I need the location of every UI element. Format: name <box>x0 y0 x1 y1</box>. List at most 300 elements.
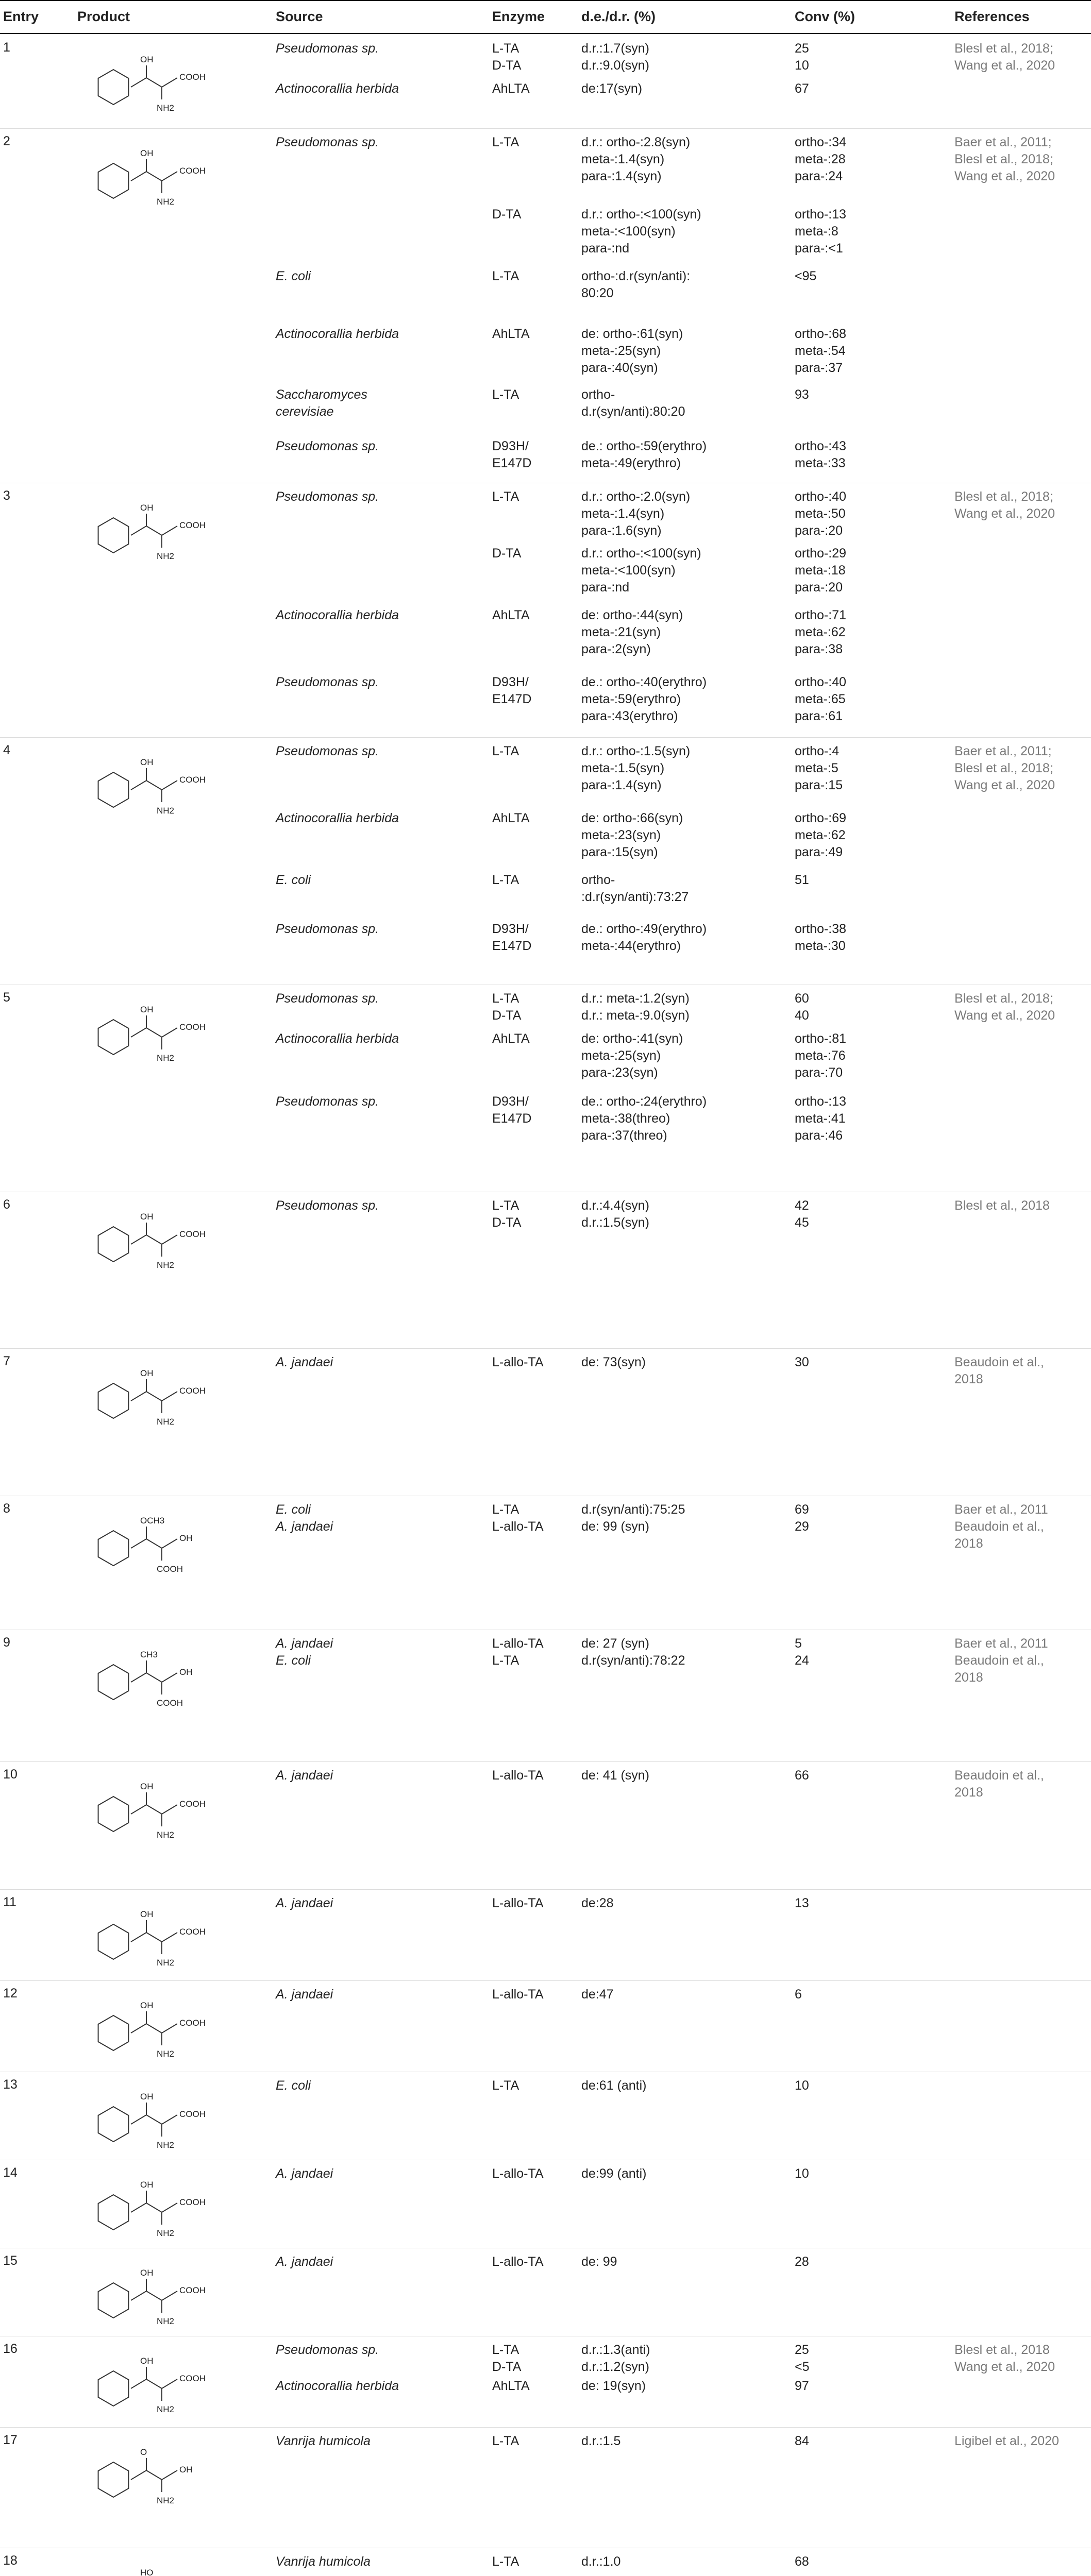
svg-text:OH: OH <box>179 2465 193 2475</box>
svg-text:COOH: COOH <box>179 2197 206 2207</box>
entry-number: 11 <box>3 1895 16 1909</box>
enzyme-cell: L-TA <box>492 744 519 758</box>
conv-cell: meta-:41 <box>795 1111 846 1126</box>
de-cell: para-:37(threo) <box>581 1128 667 1143</box>
source-cell: A. jandaei <box>276 2255 333 2269</box>
de-cell: d.r.: ortho-:2.8(syn) <box>581 135 691 149</box>
enzyme-cell: D-TA <box>492 58 522 73</box>
de-cell: para-:nd <box>581 241 630 256</box>
enzyme-cell: L-allo-TA <box>492 2255 544 2269</box>
enzyme-cell: L-TA <box>492 1198 519 1213</box>
svg-text:COOH: COOH <box>179 166 206 176</box>
enzyme-cell: E147D <box>492 692 532 706</box>
de-cell: de: 27 (syn) <box>581 1636 650 1651</box>
reference-cell: Wang et al., 2020 <box>954 2360 1055 2374</box>
de-cell: de.: ortho-:24(erythro) <box>581 1094 707 1109</box>
svg-text:NH2: NH2 <box>157 1830 175 1840</box>
table-row <box>0 2248 1091 2336</box>
de-cell: meta-:1.5(syn) <box>581 761 665 775</box>
conv-cell: ortho-:13 <box>795 207 847 222</box>
conv-cell: 6 <box>795 1987 802 2002</box>
table-row <box>0 1496 1091 1630</box>
enzyme-cell: L-TA <box>492 41 519 56</box>
source-cell: Pseudomonas sp. <box>276 744 379 758</box>
de-cell: meta-:44(erythro) <box>581 939 681 953</box>
conv-cell: para-:38 <box>795 642 843 656</box>
table-row <box>0 129 1091 483</box>
header-conv: Conv (%) <box>795 9 855 24</box>
source-cell: Pseudomonas sp. <box>276 1094 379 1109</box>
conv-cell: 97 <box>795 2379 809 2393</box>
svg-text:COOH: COOH <box>179 2109 206 2119</box>
svg-text:OH: OH <box>140 757 154 767</box>
conv-cell: ortho-:40 <box>795 489 847 504</box>
reference-cell: Blesl et al., 2018; <box>954 41 1053 56</box>
de-cell: de:28 <box>581 1896 614 1910</box>
svg-text:NH2: NH2 <box>157 2228 175 2238</box>
enzyme-cell: D93H/ <box>492 439 529 453</box>
svg-text:NH2: NH2 <box>157 1260 175 1270</box>
conv-cell: 40 <box>795 1008 809 1023</box>
svg-text:NH2: NH2 <box>157 2049 175 2059</box>
conv-cell: ortho-:81 <box>795 1031 847 1046</box>
svg-text:OH: OH <box>140 1368 154 1378</box>
svg-text:OH: OH <box>140 1782 154 1791</box>
svg-text:COOH: COOH <box>179 2285 206 2295</box>
reference-cell: Blesl et al., 2018 <box>954 2343 1050 2357</box>
source-cell: cerevisiae <box>276 404 334 419</box>
de-cell: meta-:<100(syn) <box>581 224 676 239</box>
conv-cell: ortho-:29 <box>795 546 847 561</box>
reference-cell: Baer et al., 2011; <box>954 135 1052 149</box>
table-row <box>0 2428 1091 2548</box>
conv-cell: 93 <box>795 387 809 402</box>
de-cell: de:99 (anti) <box>581 2166 647 2181</box>
conv-cell: para-:46 <box>795 1128 843 1143</box>
svg-text:OH: OH <box>140 2092 154 2102</box>
svg-text:OH: OH <box>179 1533 193 1543</box>
conv-cell: 68 <box>795 2554 809 2569</box>
de-cell: d.r.:1.3(anti) <box>581 2343 650 2357</box>
svg-text:NH2: NH2 <box>157 2404 175 2414</box>
entry-number: 3 <box>3 488 10 503</box>
table-top-rule <box>0 0 1091 1</box>
conv-cell: 25 <box>795 41 809 56</box>
conv-cell: 42 <box>795 1198 809 1213</box>
enzyme-cell: L-allo-TA <box>492 1636 544 1651</box>
de-cell: meta-:1.4(syn) <box>581 506 665 521</box>
de-cell: de: 99 (syn) <box>581 1519 650 1534</box>
conv-cell: meta-:5 <box>795 761 838 775</box>
table-row <box>0 985 1091 1192</box>
svg-text:OH: OH <box>140 2180 154 2190</box>
enzyme-cell: L-allo-TA <box>492 1896 544 1910</box>
svg-text:NH2: NH2 <box>157 1053 175 1063</box>
conv-cell: 30 <box>795 1355 809 1369</box>
de-cell: meta-:38(threo) <box>581 1111 670 1126</box>
svg-text:OH: OH <box>140 2356 154 2366</box>
source-cell: Pseudomonas sp. <box>276 2343 379 2357</box>
de-cell: d.r.: meta-:1.2(syn) <box>581 991 690 1006</box>
source-cell: A. jandaei <box>276 2166 333 2181</box>
header-product: Product <box>77 9 130 24</box>
enzyme-cell: E147D <box>492 456 532 470</box>
reference-cell: Blesl et al., 2018; <box>954 991 1053 1006</box>
svg-text:COOH: COOH <box>179 520 206 530</box>
entry-number: 7 <box>3 1354 10 1368</box>
svg-text:OCH3: OCH3 <box>140 1516 165 1526</box>
de-cell: d.r.: ortho-:<100(syn) <box>581 546 701 561</box>
de-cell: meta-:21(syn) <box>581 625 661 639</box>
reference-cell: 2018 <box>954 1785 983 1800</box>
table-row <box>0 483 1091 738</box>
entry-number: 13 <box>3 2077 18 2092</box>
conv-cell: 25 <box>795 2343 809 2357</box>
svg-text:OH: OH <box>140 1909 154 1919</box>
enzyme-cell: L-TA <box>492 2343 519 2357</box>
svg-text:COOH: COOH <box>179 1386 206 1396</box>
source-cell: A. jandaei <box>276 1987 333 2002</box>
enzyme-cell: D93H/ <box>492 1094 529 1109</box>
conv-cell: ortho-:38 <box>795 922 847 936</box>
de-cell: meta-:25(syn) <box>581 1048 661 1063</box>
svg-text:OH: OH <box>140 1212 154 1222</box>
de-cell: de:47 <box>581 1987 614 2002</box>
conv-cell: ortho-:68 <box>795 327 847 341</box>
header-rule <box>0 33 1091 34</box>
de-cell: d.r.:1.5(syn) <box>581 1215 649 1230</box>
conv-cell: meta-:30 <box>795 939 846 953</box>
source-cell: Actinocorallia herbida <box>276 81 399 96</box>
reference-cell: Wang et al., 2020 <box>954 169 1055 183</box>
enzyme-cell: AhLTA <box>492 2379 530 2393</box>
product-structure <box>77 2167 253 2245</box>
conv-cell: para-:37 <box>795 361 843 375</box>
reference-cell: Blesl et al., 2018; <box>954 489 1053 504</box>
svg-text:NH2: NH2 <box>157 551 175 561</box>
conv-cell: 10 <box>795 2078 809 2093</box>
source-cell: Vanrija humicola <box>276 2434 371 2448</box>
source-cell: E. coli <box>276 2078 311 2093</box>
svg-text:O: O <box>140 2447 147 2457</box>
conv-cell: ortho-:13 <box>795 1094 847 1109</box>
de-cell: de.: ortho-:59(erythro) <box>581 439 707 453</box>
conv-cell: para-:24 <box>795 169 843 183</box>
conv-cell: meta-:76 <box>795 1048 846 1063</box>
table-row <box>0 1890 1091 1981</box>
de-cell: ortho- <box>581 873 615 887</box>
de-cell: d.r.:4.4(syn) <box>581 1198 649 1213</box>
svg-text:OH: OH <box>140 148 154 158</box>
enzyme-cell: L-allo-TA <box>492 2166 544 2181</box>
reference-cell: Wang et al., 2020 <box>954 1008 1055 1023</box>
conv-cell: 24 <box>795 1653 809 1668</box>
source-cell: Pseudomonas sp. <box>276 991 379 1006</box>
de-cell: d.r.: ortho-:2.0(syn) <box>581 489 691 504</box>
svg-text:OH: OH <box>140 2268 154 2278</box>
conv-cell: para-:15 <box>795 778 843 792</box>
table-row <box>0 35 1091 129</box>
table-row <box>0 1349 1091 1496</box>
product-structure <box>77 2435 253 2512</box>
reference-cell: Baer et al., 2011 <box>954 1502 1048 1517</box>
de-cell: d.r.:1.5 <box>581 2434 621 2448</box>
reference-cell: 2018 <box>954 1372 983 1386</box>
conv-cell: 60 <box>795 991 809 1006</box>
conv-cell: para-:49 <box>795 845 843 859</box>
table-row <box>0 1192 1091 1349</box>
entry-number: 1 <box>3 40 10 55</box>
table-row <box>0 738 1091 985</box>
de-cell: de.: ortho-:40(erythro) <box>581 675 707 689</box>
svg-text:NH2: NH2 <box>157 103 175 113</box>
svg-text:COOH: COOH <box>179 775 206 785</box>
table-row <box>0 2160 1091 2248</box>
source-cell: A. jandaei <box>276 1519 333 1534</box>
conv-cell: 69 <box>795 1502 809 1517</box>
conv-cell: meta-:62 <box>795 828 846 842</box>
de-cell: d.r.: meta-:9.0(syn) <box>581 1008 690 1023</box>
source-cell: A. jandaei <box>276 1896 333 1910</box>
source-cell: Actinocorallia herbida <box>276 811 399 825</box>
table-row <box>0 2072 1091 2160</box>
product-structure <box>77 1988 253 2065</box>
entry-number: 16 <box>3 2342 18 2356</box>
entry-number: 10 <box>3 1767 18 1782</box>
enzyme-cell: L-TA <box>492 873 519 887</box>
entry-number: 2 <box>3 134 10 148</box>
product-structure <box>77 1199 253 1277</box>
de-cell: de.: ortho-:49(erythro) <box>581 922 707 936</box>
enzyme-cell: D93H/ <box>492 675 529 689</box>
de-cell: d.r.:1.7(syn) <box>581 41 649 56</box>
reference-cell: Beaudoin et al., <box>954 1519 1044 1534</box>
de-cell: para-:2(syn) <box>581 642 651 656</box>
enzyme-cell: D-TA <box>492 1008 522 1023</box>
de-cell: de: ortho-:41(syn) <box>581 1031 683 1046</box>
enzyme-cell: L-TA <box>492 387 519 402</box>
de-cell: de: 41 (syn) <box>581 1768 650 1783</box>
product-structure <box>77 490 253 568</box>
svg-text:COOH: COOH <box>157 1564 183 1574</box>
de-cell: ortho- <box>581 387 615 402</box>
conv-cell: ortho-:43 <box>795 439 847 453</box>
conv-cell: 51 <box>795 873 809 887</box>
reference-cell: 2018 <box>954 1536 983 1551</box>
de-cell: d.r(syn/anti):80:20 <box>581 404 685 419</box>
enzyme-cell: L-TA <box>492 489 519 504</box>
conv-cell: meta-:33 <box>795 456 846 470</box>
entry-number: 18 <box>3 2553 18 2568</box>
entry-number: 4 <box>3 743 10 757</box>
svg-text:OH: OH <box>140 1005 154 1014</box>
source-cell: Pseudomonas sp. <box>276 1198 379 1213</box>
product-structure <box>77 745 253 822</box>
source-cell: A. jandaei <box>276 1636 333 1651</box>
entry-number: 12 <box>3 1986 18 2001</box>
conv-cell: 28 <box>795 2255 809 2269</box>
conv-cell: meta-:50 <box>795 506 846 521</box>
source-cell: Pseudomonas sp. <box>276 922 379 936</box>
product-structure <box>77 42 253 120</box>
de-cell: 80:20 <box>581 286 614 300</box>
svg-text:OH: OH <box>140 55 154 64</box>
conv-cell: para-:<1 <box>795 241 843 256</box>
svg-text:COOH: COOH <box>179 2374 206 2383</box>
conv-cell: para-:20 <box>795 523 843 538</box>
de-cell: de:61 (anti) <box>581 2078 647 2093</box>
de-cell: para-:15(syn) <box>581 845 658 859</box>
de-cell: para-:23(syn) <box>581 1065 658 1080</box>
conv-cell: para-:20 <box>795 580 843 595</box>
de-cell: de: ortho-:61(syn) <box>581 327 683 341</box>
header-source: Source <box>276 9 323 24</box>
source-cell: E. coli <box>276 269 311 283</box>
de-cell: d.r.:1.2(syn) <box>581 2360 649 2374</box>
conv-cell: 13 <box>795 1896 809 1910</box>
conv-cell: meta-:28 <box>795 152 846 166</box>
enzyme-cell: L-allo-TA <box>492 1987 544 2002</box>
svg-text:NH2: NH2 <box>157 806 175 816</box>
enzyme-cell: L-TA <box>492 269 519 283</box>
product-structure <box>77 1897 253 1974</box>
enzyme-cell: E147D <box>492 939 532 953</box>
conv-cell: ortho-:4 <box>795 744 840 758</box>
enzyme-cell: L-TA <box>492 1653 519 1668</box>
reference-cell: Ligibel et al., 2020 <box>954 2434 1059 2448</box>
svg-text:COOH: COOH <box>179 1229 206 1239</box>
svg-text:OH: OH <box>179 1667 193 1677</box>
de-cell: para-:1.4(syn) <box>581 169 662 183</box>
reference-cell: Baer et al., 2011; <box>954 744 1052 758</box>
entry-number: 6 <box>3 1197 10 1212</box>
svg-text:COOH: COOH <box>179 72 206 82</box>
enzyme-cell: L-TA <box>492 991 519 1006</box>
conv-cell: 10 <box>795 2166 809 2181</box>
de-cell: d.r.:9.0(syn) <box>581 58 649 73</box>
de-cell: de: 99 <box>581 2255 617 2269</box>
conv-cell: 84 <box>795 2434 809 2448</box>
conv-cell: para-:70 <box>795 1065 843 1080</box>
enzyme-cell: AhLTA <box>492 327 530 341</box>
conv-cell: ortho-:71 <box>795 608 847 622</box>
enzyme-cell: E147D <box>492 1111 532 1126</box>
product-structure <box>77 2256 253 2333</box>
product-structure <box>77 2555 253 2576</box>
svg-text:NH2: NH2 <box>157 2140 175 2150</box>
svg-text:OH: OH <box>140 2001 154 2010</box>
svg-text:COOH: COOH <box>179 1022 206 1032</box>
entry-number: 17 <box>3 2433 18 2447</box>
svg-text:NH2: NH2 <box>157 2316 175 2326</box>
de-cell: de: ortho-:66(syn) <box>581 811 683 825</box>
source-cell: A. jandaei <box>276 1355 333 1369</box>
source-cell: Actinocorallia herbida <box>276 1031 399 1046</box>
enzyme-cell: L-TA <box>492 135 519 149</box>
enzyme-cell: L-allo-TA <box>492 1355 544 1369</box>
conv-cell: meta-:8 <box>795 224 838 239</box>
header-refs: References <box>954 9 1030 24</box>
conv-cell: 10 <box>795 58 809 73</box>
conv-cell: <95 <box>795 269 817 283</box>
table-row <box>0 1981 1091 2072</box>
enzyme-cell: L-TA <box>492 1502 519 1517</box>
conv-cell: para-:61 <box>795 709 843 723</box>
entry-number: 9 <box>3 1635 10 1650</box>
source-cell: A. jandaei <box>276 1768 333 1783</box>
enzyme-cell: L-TA <box>492 2078 519 2093</box>
enzyme-cell: AhLTA <box>492 81 530 96</box>
enzyme-cell: L-TA <box>492 2434 519 2448</box>
source-cell: Pseudomonas sp. <box>276 135 379 149</box>
conv-cell: ortho-:40 <box>795 675 847 689</box>
svg-text:NH2: NH2 <box>157 1417 175 1427</box>
reference-cell: Blesl et al., 2018; <box>954 152 1053 166</box>
de-cell: para-:43(erythro) <box>581 709 678 723</box>
entry-number: 15 <box>3 2253 18 2268</box>
conv-cell: <5 <box>795 2360 810 2374</box>
de-cell: para-:1.6(syn) <box>581 523 662 538</box>
header-entry: Entry <box>3 9 39 24</box>
de-cell: :d.r(syn/anti):73:27 <box>581 890 689 904</box>
svg-text:NH2: NH2 <box>157 1958 175 1968</box>
source-cell: Vanrija humicola <box>276 2554 371 2569</box>
table-row <box>0 1762 1091 1890</box>
source-cell: Pseudomonas sp. <box>276 41 379 56</box>
reference-cell: Beaudoin et al., <box>954 1768 1044 1783</box>
table-row <box>0 2548 1091 2576</box>
enzyme-cell: D-TA <box>492 207 522 222</box>
conv-cell: ortho-:34 <box>795 135 847 149</box>
de-cell: d.r.: ortho-:1.5(syn) <box>581 744 691 758</box>
header-de: d.e./d.r. (%) <box>581 9 656 24</box>
product-structure <box>77 2344 253 2421</box>
svg-text:NH2: NH2 <box>157 197 175 207</box>
reference-cell: Blesl et al., 2018; <box>954 761 1053 775</box>
conv-cell: 66 <box>795 1768 809 1783</box>
source-cell: Actinocorallia herbida <box>276 327 399 341</box>
reference-cell: Beaudoin et al., <box>954 1653 1044 1668</box>
enzyme-cell: AhLTA <box>492 1031 530 1046</box>
entry-number: 8 <box>3 1501 10 1516</box>
product-structure <box>77 1503 253 1581</box>
svg-text:COOH: COOH <box>179 1927 206 1937</box>
conv-cell: 45 <box>795 1215 809 1230</box>
source-cell: E. coli <box>276 873 311 887</box>
de-cell: de: ortho-:44(syn) <box>581 608 683 622</box>
de-cell: meta-:49(erythro) <box>581 456 681 470</box>
de-cell: de: 19(syn) <box>581 2379 646 2393</box>
de-cell: meta-:<100(syn) <box>581 563 676 578</box>
conv-cell: meta-:18 <box>795 563 846 578</box>
svg-text:COOH: COOH <box>179 2018 206 2028</box>
header-enzyme: Enzyme <box>492 9 545 24</box>
source-cell: Actinocorallia herbida <box>276 2379 399 2393</box>
svg-text:COOH: COOH <box>179 1799 206 1809</box>
conv-cell: meta-:62 <box>795 625 846 639</box>
de-cell: para-:40(syn) <box>581 361 658 375</box>
enzyme-cell: L-allo-TA <box>492 1519 544 1534</box>
product-structure <box>77 136 253 213</box>
source-cell: Pseudomonas sp. <box>276 675 379 689</box>
source-cell: E. coli <box>276 1653 311 1668</box>
table-row <box>0 2336 1091 2428</box>
de-cell: ortho-:d.r(syn/anti): <box>581 269 691 283</box>
reference-cell: Wang et al., 2020 <box>954 778 1055 792</box>
source-cell: Pseudomonas sp. <box>276 439 379 453</box>
conv-cell: 5 <box>795 1636 802 1651</box>
de-cell: d.r.:1.0 <box>581 2554 621 2569</box>
